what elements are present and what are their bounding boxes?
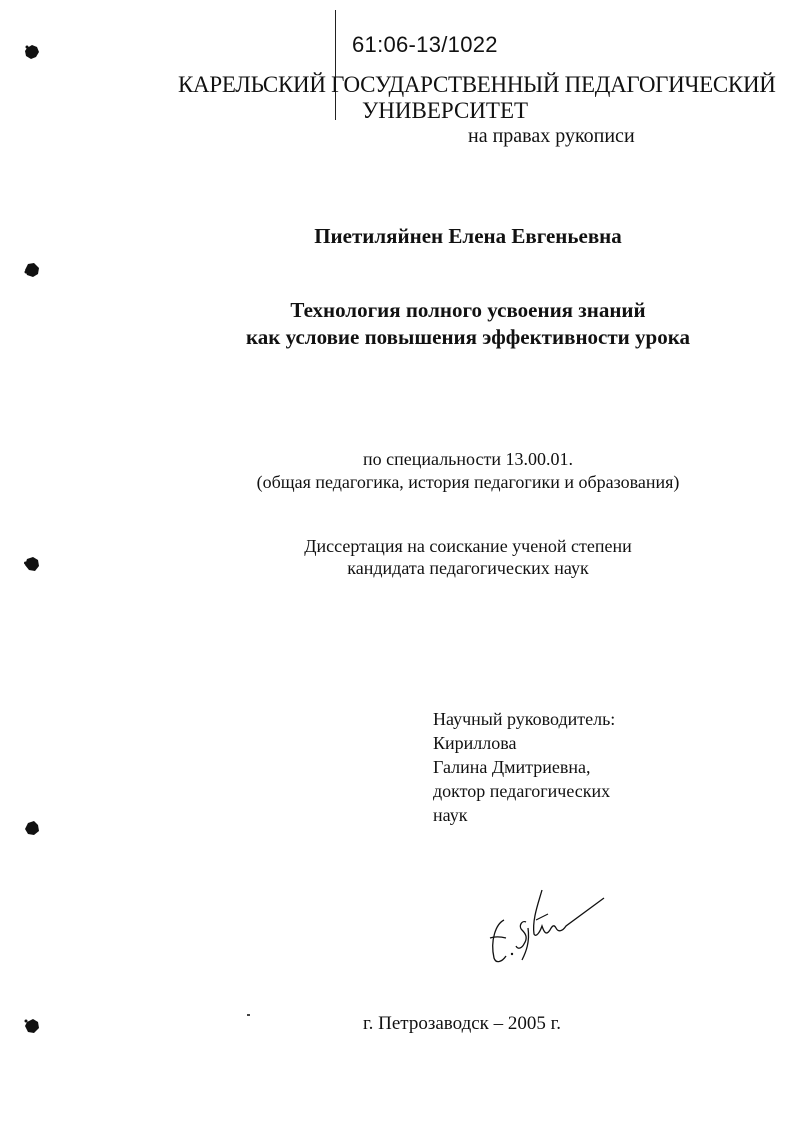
punch-hole-icon [24, 820, 40, 836]
advisor-title-line1: доктор педагогических [433, 781, 611, 801]
specialty-code: по специальности 13.00.01. [363, 449, 573, 469]
advisor-given-names: Галина Дмитриевна, [433, 757, 591, 777]
university-name-line1: КАРЕЛЬСКИЙ ГОСУДАРСТВЕННЫЙ ПЕДАГОГИЧЕСКИЙ [178, 72, 776, 97]
punch-hole-icon [24, 44, 40, 60]
title-line1: Технология полного усвоения знаний [290, 298, 646, 322]
degree-line2: кандидата педагогических наук [347, 558, 589, 578]
advisor-surname: Кириллова [433, 733, 517, 753]
advisor-block [433, 707, 615, 827]
advisor-label: Научный руководитель: [433, 709, 616, 729]
degree-block [0, 535, 796, 579]
author-name: Пиетиляйнен Елена Евгеньевна [314, 224, 622, 248]
handwritten-signature [482, 880, 612, 975]
city-year: г. Петрозаводск – 2005 г. [363, 1013, 562, 1034]
advisor-title-line2: наук [433, 805, 468, 825]
punch-hole-icon [24, 1018, 40, 1034]
degree-line1: Диссертация на соискание ученой степени [304, 536, 632, 556]
stamp-divider [335, 10, 336, 120]
title-line2: как условие повышения эффективности урока [246, 325, 690, 349]
dissertation-title [0, 297, 796, 351]
library-stamp-number: 61:06-13/1022 [352, 32, 498, 57]
specialty-block [0, 448, 796, 494]
specialty-description: (общая педагогика, история педагогики и образования) [256, 472, 680, 492]
manuscript-rights-note: на правах рукописи [468, 125, 635, 147]
university-name-line2: УНИВЕРСИТЕТ [362, 98, 529, 123]
scan-speck [247, 1014, 250, 1016]
punch-hole-icon [24, 262, 40, 278]
